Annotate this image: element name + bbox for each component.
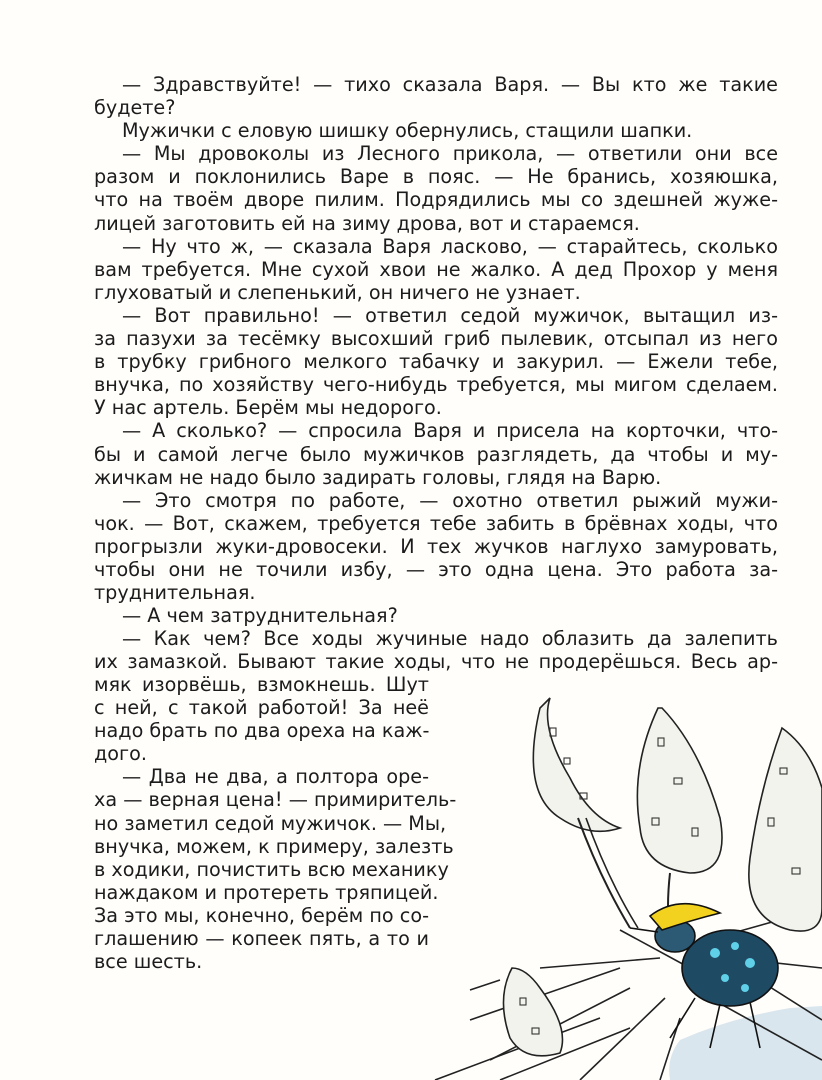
mushroom-small (470, 968, 563, 1056)
text-narrow-line: мяк изорвёшь, взмокнешь. Шут (94, 673, 429, 696)
text-full-line: труднительная. (94, 581, 256, 605)
text-full-line: их замазкой. Бывают такие ходы, что не продерёшься. Весь ар- (94, 650, 778, 674)
text-full-line: разом и поклонились Варе в пояс. — Не бранись, хозяюшка, (94, 165, 778, 189)
text-full-line: — Это смотря по работе, — охотно ответил рыжий мужи- (122, 488, 778, 512)
text-full-line: прогрызли жуки-дровосеки. И тех жучков наглухо замуровать, (94, 534, 778, 558)
text-full-line: за пазухи за тесёмку высохший гриб пылевик, отсыпал из него (94, 327, 778, 351)
text-full-line: что на твоём дворе пилим. Подрядились мы со здешней жуже- (94, 188, 778, 212)
mushroom-right (749, 728, 822, 931)
text-full-line: Мужички с еловую шишку обернулись, стащили шапки. (122, 119, 693, 143)
text-full-line: чок. — Вот, скажем, требуется тебе забить в брёвнах ходы, что (94, 511, 778, 535)
text-full-line: — Как чем? Все ходы жучиные надо облазить да залепить (122, 627, 778, 651)
text-full-line: бы и самой легче было мужичков разглядеть, да чтобы и му- (94, 442, 778, 466)
illustration-mushrooms-beetle (430, 668, 822, 1080)
text-narrow-line: ха — верная цена! — примиритель- (94, 788, 457, 812)
text-full-line: — Здравствуйте! — тихо сказала Варя. — Вы кто же такие (122, 73, 778, 96)
text-full-line: — Вот правильно! — ответил седой мужичок, вытащил из- (122, 303, 778, 327)
text-narrow-line: с ней, с такой работой! За неё (94, 696, 429, 720)
text-narrow-line: дого. (94, 742, 147, 766)
text-narrow-line: надо брать по два ореха на каж- (94, 719, 430, 743)
text-narrow-line: глашению — копеек пять, а то и (94, 927, 429, 951)
text-full-line: У нас артель. Берём мы недорого. (94, 396, 442, 420)
text-full-line: вам требуется. Мне сухой хвои не жалко. А дед Прохор у меня (94, 257, 778, 281)
text-full-line: внучка, по хозяйству чего-нибудь требуется, мы мигом сделаем. (94, 373, 778, 397)
text-narrow-line: все шесть. (94, 950, 203, 974)
text-full-line: чтобы они не точили избу, — это одна цена. Это работа за- (94, 557, 778, 581)
text-full-line: — Ну что ж, — сказала Варя ласково, — старайтесь, сколько (122, 234, 778, 258)
text-full-line: — А сколько? — спросила Варя и присела на корточки, что- (122, 419, 778, 443)
text-block-narrow (94, 673, 457, 974)
beetle-character (630, 904, 778, 1048)
text-full-line: — А чем затруднительная? (122, 604, 398, 628)
text-narrow-line: За это мы, конечно, берём по со- (94, 903, 429, 927)
text-full-line: — Мы дровоколы из Лесного прикола, — ответили они все (122, 142, 778, 166)
text-narrow-line: но заметил седой мужичок. — Мы, (94, 811, 447, 835)
text-narrow-line: наждаком и протереть тряпицей. (94, 880, 439, 904)
mushroom-left (533, 698, 638, 928)
text-narrow-line: — Два не два, а полтора оре- (122, 765, 429, 789)
text-block-full-width (94, 73, 778, 673)
text-narrow-line: внучка, можем, к примеру, залезть (94, 834, 454, 858)
text-full-line: в трубку грибного мелкого табачку и закурил. — Ежели тебе, (94, 350, 778, 374)
text-full-line: жичкам не надо было задирать головы, глядя на Варю. (94, 465, 662, 489)
text-full-line: будете? (94, 96, 176, 120)
text-narrow-line: в ходики, почистить всю механику (94, 857, 449, 881)
text-full-line: лицей заготовить ей на зиму дрова, вот и стараемся. (94, 211, 640, 235)
text-full-line: глуховатый и слепенький, он ничего не узнает. (94, 280, 581, 304)
